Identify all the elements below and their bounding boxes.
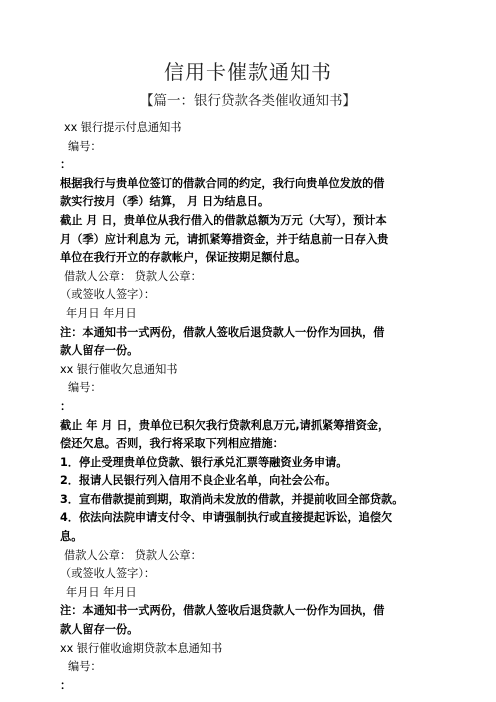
text-line: ： [60, 399, 72, 413]
text-line: （或签收人签字）： [60, 288, 156, 302]
text-line: 款人留存一份。 [60, 623, 139, 637]
text-line: 根据我行与贵单位签订的借款合同的约定，我行向贵单位发放的借 [60, 176, 385, 190]
text-line: 注：本通知书一式两份，借款人签收后退贷款人一份作为回执，借 [60, 604, 385, 618]
text-line: 款人留存一份。 [60, 344, 139, 358]
text-line: 编号： [68, 660, 102, 674]
text-line: 编号： [68, 381, 102, 395]
text-line: 1．停止受理贵单位贷款、银行承兑汇票等融资业务申请。 [60, 455, 348, 469]
text-line: 3．宣布借款提前到期，取消尚未发放的借款，并提前收回全部贷款。 [60, 492, 404, 506]
text-line: 编号： [68, 139, 102, 153]
text-line: 2．报请人民银行列入信用不良企业名单，向社会公布。 [60, 474, 337, 488]
text-line: 4．依法向法院申请支付令、申请强制执行或直接提起诉讼，追偿欠 [60, 511, 393, 525]
text-line: 截止 月 日，贵单位从我行借入的借款总额为万元（大写），预计本 [60, 213, 387, 227]
text-line: 注：本通知书一式两份，借款人签收后退贷款人一份作为回执，借 [60, 325, 385, 339]
text-line: 年月日 年月日 [66, 306, 137, 320]
document-body [60, 119, 444, 695]
text-line: （或签收人签字）： [60, 567, 156, 581]
text-line: xx 银行催收欠息通知书 [60, 362, 178, 376]
text-line: 年月日 年月日 [66, 585, 137, 599]
text-line: 月（季）应计利息为 元，请抓紧筹措资金，并于结息前一日存入贵 [60, 232, 389, 246]
text-line: 借款人公章： 贷款人公章： [64, 548, 202, 562]
text-line: xx 银行催收逾期贷款本息通知书 [60, 641, 223, 655]
text-line: 息。 [60, 530, 83, 544]
text-line: 偿还欠息。否则，我行将采取下列相应措施： [60, 437, 284, 451]
text-line: ： [60, 158, 72, 172]
text-line: xx 银行提示付息通知书 [64, 121, 182, 134]
document-subtitle: 【篇一：银行贷款各类催收通知书】 [140, 93, 356, 109]
text-line: 截止 年 月 日，贵单位已积欠我行贷款利息万元,请抓紧筹措资金， [60, 418, 390, 432]
document-title: 信用卡催款通知书 [164, 60, 332, 84]
text-line: 借款人公章： 贷款人公章： [64, 269, 202, 283]
text-line: 款实行按月（季）结算， 月 日为结息日。 [60, 195, 270, 209]
text-line: 单位在我行开立的存款帐户，保证按期足额付息。 [60, 251, 307, 265]
text-line: ： [60, 678, 72, 692]
